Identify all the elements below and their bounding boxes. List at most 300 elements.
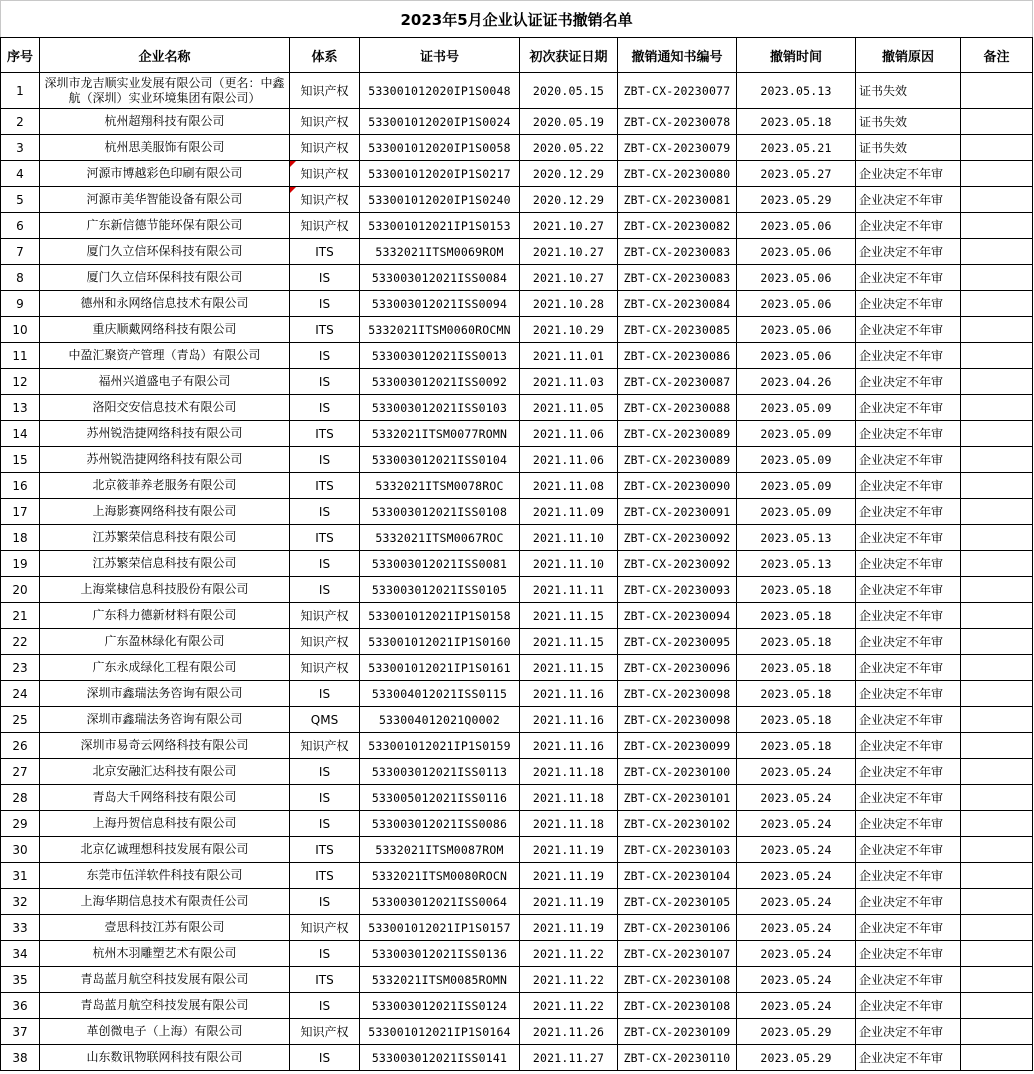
table-row (1, 733, 1033, 759)
cell-cert: 533003012021ISS0113 (360, 759, 520, 785)
table-row (1, 655, 1033, 681)
cell-cert: 533001012020IP1S0240 (360, 187, 520, 213)
table-row (1, 863, 1033, 889)
header-note: 备注 (961, 38, 1033, 73)
cell-no: 10 (1, 317, 40, 343)
cell-company: 河源市美华智能设备有限公司 (40, 187, 290, 213)
table-row (1, 941, 1033, 967)
cell-company: 壹思科技江苏有限公司 (40, 915, 290, 941)
cell-company: 江苏繁荣信息科技有限公司 (40, 551, 290, 577)
cell-revoke-date: 2023.05.24 (737, 915, 856, 941)
table-row (1, 1045, 1033, 1071)
cell-system: 知识产权 (290, 135, 360, 161)
cell-notice: ZBT-CX-20230102 (618, 811, 737, 837)
table-row (1, 473, 1033, 499)
cell-revoke-date: 2023.05.18 (737, 603, 856, 629)
cell-note (961, 291, 1033, 317)
cell-system: ITS (290, 421, 360, 447)
cell-company: 江苏繁荣信息科技有限公司 (40, 525, 290, 551)
cell-first-date: 2021.11.03 (520, 369, 618, 395)
cell-note (961, 343, 1033, 369)
cell-reason: 企业决定不年审 (856, 525, 961, 551)
cell-note (961, 447, 1033, 473)
cell-company: 上海棠棣信息科技股份有限公司 (40, 577, 290, 603)
cell-company: 东莞市伍洋软件科技有限公司 (40, 863, 290, 889)
cell-no: 18 (1, 525, 40, 551)
cell-first-date: 2021.11.08 (520, 473, 618, 499)
cell-no: 30 (1, 837, 40, 863)
cell-company: 苏州锐浩捷网络科技有限公司 (40, 447, 290, 473)
cell-company: 苏州锐浩捷网络科技有限公司 (40, 421, 290, 447)
cell-notice: ZBT-CX-20230083 (618, 239, 737, 265)
cell-reason: 企业决定不年审 (856, 291, 961, 317)
cell-cert: 533001012020IP1S0048 (360, 73, 520, 109)
cell-first-date: 2021.10.27 (520, 265, 618, 291)
cell-system: 知识产权 (290, 1019, 360, 1045)
cell-system: ITS (290, 837, 360, 863)
cell-system: 知识产权 (290, 161, 360, 187)
cell-note (961, 603, 1033, 629)
cell-note (961, 421, 1033, 447)
cell-no: 25 (1, 707, 40, 733)
cell-cert: 533001012021IP1S0159 (360, 733, 520, 759)
cell-company: 革创微电子（上海）有限公司 (40, 1019, 290, 1045)
cell-note (961, 967, 1033, 993)
table-row (1, 759, 1033, 785)
cell-first-date: 2021.11.06 (520, 447, 618, 473)
cell-cert: 533003012021ISS0103 (360, 395, 520, 421)
table-row (1, 967, 1033, 993)
cell-notice: ZBT-CX-20230086 (618, 343, 737, 369)
cell-cert: 5332021ITSM0087ROM (360, 837, 520, 863)
cell-revoke-date: 2023.05.24 (737, 993, 856, 1019)
cell-note (961, 525, 1033, 551)
cell-no: 28 (1, 785, 40, 811)
cell-note (961, 863, 1033, 889)
cell-first-date: 2020.05.22 (520, 135, 618, 161)
cell-notice: ZBT-CX-20230078 (618, 109, 737, 135)
cell-cert: 533001012021IP1S0160 (360, 629, 520, 655)
cell-first-date: 2021.11.22 (520, 993, 618, 1019)
cell-note (961, 915, 1033, 941)
header-notice: 撤销通知书编号 (618, 38, 737, 73)
sheet-title: 2023年5月企业认证证书撤销名单 (1, 1, 1033, 38)
cell-first-date: 2021.11.16 (520, 707, 618, 733)
cell-system: QMS (290, 707, 360, 733)
cell-reason: 证书失效 (856, 109, 961, 135)
cell-cert: 533001012021IP1S0153 (360, 213, 520, 239)
cell-notice: ZBT-CX-20230106 (618, 915, 737, 941)
cell-note (961, 681, 1033, 707)
cell-revoke-date: 2023.05.09 (737, 395, 856, 421)
cell-company: 北京亿诚理想科技发展有限公司 (40, 837, 290, 863)
cell-first-date: 2021.10.27 (520, 239, 618, 265)
cell-system: IS (290, 499, 360, 525)
cell-first-date: 2021.11.19 (520, 863, 618, 889)
cell-reason: 企业决定不年审 (856, 421, 961, 447)
table-row (1, 317, 1033, 343)
cell-no: 36 (1, 993, 40, 1019)
cell-no: 20 (1, 577, 40, 603)
cell-no: 8 (1, 265, 40, 291)
cell-system: IS (290, 343, 360, 369)
cell-system: ITS (290, 863, 360, 889)
cell-reason: 企业决定不年审 (856, 1045, 961, 1071)
header-row (1, 38, 1033, 73)
cell-note (961, 811, 1033, 837)
cell-revoke-date: 2023.05.06 (737, 343, 856, 369)
cell-system: IS (290, 1045, 360, 1071)
cell-first-date: 2020.12.29 (520, 161, 618, 187)
cell-first-date: 2021.11.19 (520, 889, 618, 915)
cell-no: 4 (1, 161, 40, 187)
table-row (1, 343, 1033, 369)
cell-note (961, 239, 1033, 265)
cell-cert: 533003012021ISS0105 (360, 577, 520, 603)
cell-note (961, 161, 1033, 187)
cell-revoke-date: 2023.05.21 (737, 135, 856, 161)
cell-cert: 533003012021ISS0124 (360, 993, 520, 1019)
cell-revoke-date: 2023.05.24 (737, 889, 856, 915)
cell-notice: ZBT-CX-20230079 (618, 135, 737, 161)
cell-revoke-date: 2023.05.24 (737, 811, 856, 837)
cell-company: 广东新信德节能环保有限公司 (40, 213, 290, 239)
cell-revoke-date: 2023.05.18 (737, 109, 856, 135)
table-row (1, 499, 1033, 525)
cell-notice: ZBT-CX-20230089 (618, 421, 737, 447)
cell-reason: 企业决定不年审 (856, 889, 961, 915)
cell-notice: ZBT-CX-20230110 (618, 1045, 737, 1071)
table-row (1, 291, 1033, 317)
cell-first-date: 2021.10.27 (520, 213, 618, 239)
table-row (1, 265, 1033, 291)
cell-cert: 533004012021Q0002 (360, 707, 520, 733)
cell-reason: 企业决定不年审 (856, 369, 961, 395)
cell-no: 6 (1, 213, 40, 239)
cell-cert: 533003012021ISS0084 (360, 265, 520, 291)
cell-notice: ZBT-CX-20230077 (618, 73, 737, 109)
cell-no: 7 (1, 239, 40, 265)
cell-note (961, 317, 1033, 343)
cell-revoke-date: 2023.05.27 (737, 161, 856, 187)
cell-note (961, 109, 1033, 135)
cell-company: 广东永成绿化工程有限公司 (40, 655, 290, 681)
cell-note (961, 213, 1033, 239)
table-row (1, 525, 1033, 551)
table-row (1, 447, 1033, 473)
cell-reason: 企业决定不年审 (856, 265, 961, 291)
cell-system: ITS (290, 525, 360, 551)
cell-system: ITS (290, 317, 360, 343)
table-row (1, 629, 1033, 655)
cell-cert: 533003012021ISS0081 (360, 551, 520, 577)
cell-notice: ZBT-CX-20230101 (618, 785, 737, 811)
cell-reason: 企业决定不年审 (856, 1019, 961, 1045)
cell-system: 知识产权 (290, 187, 360, 213)
cell-revoke-date: 2023.05.29 (737, 1019, 856, 1045)
cell-no: 14 (1, 421, 40, 447)
cell-no: 34 (1, 941, 40, 967)
cell-no: 38 (1, 1045, 40, 1071)
cell-no: 2 (1, 109, 40, 135)
cell-cert: 533003012021ISS0104 (360, 447, 520, 473)
cell-note (961, 733, 1033, 759)
cell-revoke-date: 2023.05.13 (737, 551, 856, 577)
cell-notice: ZBT-CX-20230094 (618, 603, 737, 629)
cell-reason: 证书失效 (856, 73, 961, 109)
cell-revoke-date: 2023.05.29 (737, 1045, 856, 1071)
cell-notice: ZBT-CX-20230088 (618, 395, 737, 421)
cell-first-date: 2021.11.18 (520, 785, 618, 811)
cell-system: ITS (290, 967, 360, 993)
table-row (1, 681, 1033, 707)
cell-note (961, 1019, 1033, 1045)
cell-cert: 5332021ITSM0085ROMN (360, 967, 520, 993)
cell-reason: 企业决定不年审 (856, 941, 961, 967)
cell-revoke-date: 2023.05.18 (737, 577, 856, 603)
cell-notice: ZBT-CX-20230099 (618, 733, 737, 759)
table-body (1, 73, 1033, 1071)
cell-system: IS (290, 759, 360, 785)
cell-cert: 5332021ITSM0078ROC (360, 473, 520, 499)
cell-reason: 企业决定不年审 (856, 343, 961, 369)
cell-first-date: 2021.11.10 (520, 551, 618, 577)
cell-revoke-date: 2023.05.06 (737, 213, 856, 239)
cell-no: 29 (1, 811, 40, 837)
cell-company: 青岛大千网络科技有限公司 (40, 785, 290, 811)
cell-notice: ZBT-CX-20230083 (618, 265, 737, 291)
cell-no: 19 (1, 551, 40, 577)
cell-cert: 533005012021ISS0116 (360, 785, 520, 811)
cell-reason: 企业决定不年审 (856, 395, 961, 421)
cell-reason: 证书失效 (856, 135, 961, 161)
cell-first-date: 2021.11.11 (520, 577, 618, 603)
cell-note (961, 73, 1033, 109)
cell-system: 知识产权 (290, 73, 360, 109)
cell-note (961, 629, 1033, 655)
cell-company: 深圳市鑫瑞法务咨询有限公司 (40, 681, 290, 707)
cell-reason: 企业决定不年审 (856, 499, 961, 525)
cell-first-date: 2020.05.15 (520, 73, 618, 109)
cell-reason: 企业决定不年审 (856, 655, 961, 681)
header-company: 企业名称 (40, 38, 290, 73)
cell-notice: ZBT-CX-20230105 (618, 889, 737, 915)
cell-first-date: 2021.11.16 (520, 733, 618, 759)
cell-first-date: 2021.11.19 (520, 915, 618, 941)
cell-note (961, 655, 1033, 681)
cell-company: 青岛蓝月航空科技发展有限公司 (40, 967, 290, 993)
cell-reason: 企业决定不年审 (856, 473, 961, 499)
cell-note (961, 395, 1033, 421)
cell-first-date: 2021.11.27 (520, 1045, 618, 1071)
cell-notice: ZBT-CX-20230085 (618, 317, 737, 343)
cell-cert: 533003012021ISS0136 (360, 941, 520, 967)
cell-system: IS (290, 265, 360, 291)
cell-reason: 企业决定不年审 (856, 759, 961, 785)
cell-revoke-date: 2023.05.09 (737, 499, 856, 525)
cell-cert: 533001012021IP1S0161 (360, 655, 520, 681)
cell-reason: 企业决定不年审 (856, 187, 961, 213)
cell-first-date: 2021.11.19 (520, 837, 618, 863)
table-row (1, 135, 1033, 161)
cell-no: 21 (1, 603, 40, 629)
cell-first-date: 2021.10.29 (520, 317, 618, 343)
cell-company: 山东数讯物联网科技有限公司 (40, 1045, 290, 1071)
cell-first-date: 2020.05.19 (520, 109, 618, 135)
cell-reason: 企业决定不年审 (856, 707, 961, 733)
cell-company: 北京筱菲养老服务有限公司 (40, 473, 290, 499)
cell-first-date: 2021.11.01 (520, 343, 618, 369)
cell-cert: 5332021ITSM0080ROCN (360, 863, 520, 889)
cell-no: 15 (1, 447, 40, 473)
table-row (1, 369, 1033, 395)
cell-revoke-date: 2023.05.09 (737, 447, 856, 473)
cell-company: 德州和永网络信息技术有限公司 (40, 291, 290, 317)
cell-notice: ZBT-CX-20230092 (618, 525, 737, 551)
cell-first-date: 2021.11.15 (520, 629, 618, 655)
cell-note (961, 265, 1033, 291)
cell-company: 北京安融汇达科技有限公司 (40, 759, 290, 785)
cell-reason: 企业决定不年审 (856, 733, 961, 759)
table-row (1, 603, 1033, 629)
cell-company: 河源市博越彩色印刷有限公司 (40, 161, 290, 187)
cell-note (961, 187, 1033, 213)
cell-company: 深圳市易奇云网络科技有限公司 (40, 733, 290, 759)
cell-notice: ZBT-CX-20230109 (618, 1019, 737, 1045)
cell-notice: ZBT-CX-20230084 (618, 291, 737, 317)
cell-revoke-date: 2023.05.06 (737, 265, 856, 291)
cell-no: 26 (1, 733, 40, 759)
cell-no: 3 (1, 135, 40, 161)
cell-reason: 企业决定不年审 (856, 863, 961, 889)
cell-no: 1 (1, 73, 40, 109)
cell-system: 知识产权 (290, 733, 360, 759)
cell-note (961, 889, 1033, 915)
cell-revoke-date: 2023.05.18 (737, 707, 856, 733)
cell-company: 广东科力德新材料有限公司 (40, 603, 290, 629)
cell-revoke-date: 2023.05.24 (737, 863, 856, 889)
cell-cert: 533003012021ISS0092 (360, 369, 520, 395)
cell-reason: 企业决定不年审 (856, 213, 961, 239)
table-row (1, 421, 1033, 447)
cell-reason: 企业决定不年审 (856, 239, 961, 265)
cell-revoke-date: 2023.05.24 (737, 785, 856, 811)
cell-revoke-date: 2023.05.24 (737, 759, 856, 785)
cell-cert: 533004012021ISS0115 (360, 681, 520, 707)
table-row (1, 707, 1033, 733)
cell-revoke-date: 2023.05.06 (737, 239, 856, 265)
cell-note (961, 941, 1033, 967)
cell-notice: ZBT-CX-20230095 (618, 629, 737, 655)
cell-first-date: 2021.11.26 (520, 1019, 618, 1045)
cell-system: IS (290, 447, 360, 473)
cell-no: 9 (1, 291, 40, 317)
cell-reason: 企业决定不年审 (856, 161, 961, 187)
cell-company: 青岛蓝月航空科技发展有限公司 (40, 993, 290, 1019)
cell-revoke-date: 2023.05.09 (737, 473, 856, 499)
cell-notice: ZBT-CX-20230098 (618, 681, 737, 707)
cell-reason: 企业决定不年审 (856, 915, 961, 941)
cell-first-date: 2021.11.22 (520, 941, 618, 967)
cell-cert: 533003012021ISS0094 (360, 291, 520, 317)
cell-system: IS (290, 395, 360, 421)
cell-company: 上海华期信息技术有限责任公司 (40, 889, 290, 915)
table-row (1, 551, 1033, 577)
cell-no: 13 (1, 395, 40, 421)
cell-note (961, 759, 1033, 785)
cell-cert: 533001012020IP1S0058 (360, 135, 520, 161)
cell-cert: 533001012021IP1S0158 (360, 603, 520, 629)
cell-notice: ZBT-CX-20230104 (618, 863, 737, 889)
cell-note (961, 135, 1033, 161)
table-row (1, 239, 1033, 265)
table-row (1, 1019, 1033, 1045)
table-row (1, 187, 1033, 213)
cell-first-date: 2020.12.29 (520, 187, 618, 213)
cell-cert: 5332021ITSM0069ROM (360, 239, 520, 265)
cell-revoke-date: 2023.05.18 (737, 655, 856, 681)
cell-system: 知识产权 (290, 629, 360, 655)
cell-notice: ZBT-CX-20230098 (618, 707, 737, 733)
cell-notice: ZBT-CX-20230087 (618, 369, 737, 395)
cell-revoke-date: 2023.05.13 (737, 525, 856, 551)
cell-note (961, 837, 1033, 863)
cell-cert: 533003012021ISS0086 (360, 811, 520, 837)
cell-reason: 企业决定不年审 (856, 837, 961, 863)
cell-note (961, 577, 1033, 603)
cell-system: ITS (290, 239, 360, 265)
cell-reason: 企业决定不年审 (856, 993, 961, 1019)
cell-company: 洛阳交安信息技术有限公司 (40, 395, 290, 421)
cell-notice: ZBT-CX-20230092 (618, 551, 737, 577)
cell-cert: 533001012020IP1S0217 (360, 161, 520, 187)
cell-notice: ZBT-CX-20230093 (618, 577, 737, 603)
cell-note (961, 1045, 1033, 1071)
cell-no: 37 (1, 1019, 40, 1045)
cell-notice: ZBT-CX-20230089 (618, 447, 737, 473)
table-row (1, 73, 1033, 109)
cell-no: 27 (1, 759, 40, 785)
cell-system: 知识产权 (290, 109, 360, 135)
cell-notice: ZBT-CX-20230090 (618, 473, 737, 499)
cell-system: IS (290, 785, 360, 811)
cell-notice: ZBT-CX-20230082 (618, 213, 737, 239)
cell-cert: 5332021ITSM0060ROCMN (360, 317, 520, 343)
cell-cert: 533001012020IP1S0024 (360, 109, 520, 135)
cell-revoke-date: 2023.05.06 (737, 291, 856, 317)
table-row (1, 915, 1033, 941)
cell-no: 35 (1, 967, 40, 993)
cell-reason: 企业决定不年审 (856, 967, 961, 993)
cell-reason: 企业决定不年审 (856, 603, 961, 629)
cell-cert: 533003012021ISS0064 (360, 889, 520, 915)
cell-first-date: 2021.11.18 (520, 759, 618, 785)
header-reason: 撤销原因 (856, 38, 961, 73)
cell-company: 深圳市龙吉顺实业发展有限公司（更名：中鑫航（深圳）实业环境集团有限公司） (40, 73, 290, 109)
cell-cert: 533003012021ISS0108 (360, 499, 520, 525)
cell-note (961, 707, 1033, 733)
cell-notice: ZBT-CX-20230100 (618, 759, 737, 785)
cell-first-date: 2021.11.22 (520, 967, 618, 993)
cell-company: 上海影赛网络科技有限公司 (40, 499, 290, 525)
cell-company: 厦门久立信环保科技有限公司 (40, 239, 290, 265)
cell-revoke-date: 2023.04.26 (737, 369, 856, 395)
cell-system: IS (290, 681, 360, 707)
cell-company: 杭州思美服饰有限公司 (40, 135, 290, 161)
cell-no: 16 (1, 473, 40, 499)
table-row (1, 213, 1033, 239)
cell-system: 知识产权 (290, 655, 360, 681)
